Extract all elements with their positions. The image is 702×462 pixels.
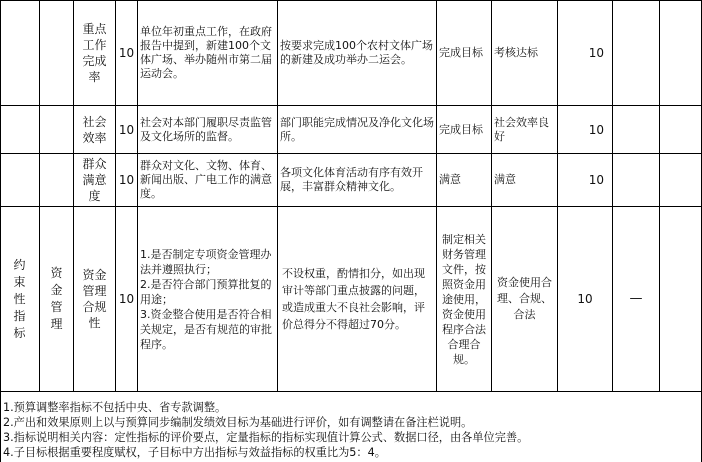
subindicator-cell xyxy=(74,106,116,154)
score-text: 10 xyxy=(577,292,593,306)
weight-cell xyxy=(116,106,138,154)
assessment-cell xyxy=(492,207,558,392)
description-cell xyxy=(138,154,278,207)
remark-cell xyxy=(613,207,660,392)
score-cell xyxy=(558,0,613,106)
assessment-cell xyxy=(492,0,558,106)
assessment-text: 满意 xyxy=(494,173,516,186)
note-line: 3.指标说明相关内容：定性指标的评价要点，定量指标的指标实现值计算公式、数据口径，由各单位完善。 xyxy=(3,431,529,444)
target-cell xyxy=(278,154,437,207)
standard-cell xyxy=(437,0,492,106)
subindicator-text: 资金管理合规性 xyxy=(82,268,107,330)
standard-text: 满意 xyxy=(439,173,461,186)
subindicator-cell xyxy=(74,207,116,392)
description-text: 单位年初重点工作，在政府报告中提到，新建100个文体广场、举办随州市第二届运动会。 xyxy=(140,24,272,80)
assessment-text: 社会效率良好 xyxy=(494,115,549,143)
remark-cell xyxy=(613,106,660,154)
group-cell-empty xyxy=(40,154,74,207)
description-cell xyxy=(138,0,278,106)
target-text: 按要求完成100个农村文体广场的新建及成功举办二运会。 xyxy=(280,38,433,66)
description-cell xyxy=(138,106,278,154)
assessment-cell xyxy=(492,154,558,207)
description-cell xyxy=(138,207,278,392)
target-cell xyxy=(278,207,437,392)
assessment-cell xyxy=(492,106,558,154)
standard-cell xyxy=(437,207,492,392)
category-text: 约束性指标 xyxy=(13,257,26,340)
standard-cell xyxy=(437,106,492,154)
extra-cell xyxy=(660,106,702,154)
score-cell xyxy=(558,154,613,207)
notes-block xyxy=(0,392,702,462)
subindicator-text: 社会效率 xyxy=(82,114,107,145)
subindicator-cell xyxy=(74,0,116,106)
group-text: 资金管理 xyxy=(50,266,63,331)
extra-cell xyxy=(660,154,702,207)
description-text: 1.是否制定专项资金管理办法并遵照执行； 2.是否符合部门预算批复的用途； 3.资金整合使用是否符合相关规定，是否有规范的审批程序。 xyxy=(140,247,272,351)
target-cell xyxy=(278,106,437,154)
score-cell xyxy=(558,106,613,154)
category-cell xyxy=(0,207,40,392)
subindicator-text: 重点工作完成率 xyxy=(82,21,107,84)
description-text: 社会对本部门履职尽责监管及文化场所的监督。 xyxy=(140,115,272,143)
remark-cell xyxy=(613,154,660,207)
note-line: 1.预算调整率指标不包括中央、省专款调整。 xyxy=(3,401,227,414)
group-cell-empty xyxy=(40,106,74,154)
weight-cell xyxy=(116,154,138,207)
category-cell-empty xyxy=(0,0,40,106)
score-text: 10 xyxy=(588,173,604,187)
remark-dash: — xyxy=(629,291,643,306)
target-text: 各项文化体育活动有序有效开展，丰富群众精神文化。 xyxy=(280,166,423,193)
weight-text: 10 xyxy=(118,45,135,60)
weight-cell xyxy=(116,0,138,106)
target-cell xyxy=(278,0,437,106)
score-text: 10 xyxy=(588,122,604,137)
weight-text: 10 xyxy=(118,292,135,306)
standard-text: 制定相关财务管理文件，按照资金用途使用，资金使用程序合法合理合规。 xyxy=(442,232,486,366)
note-line: 2.产出和效果原则上以与预算同步编制发绩效目标为基础进行评价，如有调整请在备注栏说明。 xyxy=(3,416,473,429)
weight-text: 10 xyxy=(118,122,135,137)
subindicator-text: 群众满意度 xyxy=(82,157,107,203)
extra-cell xyxy=(660,207,702,392)
group-cell-empty xyxy=(40,0,74,106)
category-cell-empty xyxy=(0,106,40,154)
assessment-text: 考核达标 xyxy=(494,45,538,59)
target-text: 部门职能完成情况及净化文化场所。 xyxy=(280,115,434,143)
standard-text: 完成目标 xyxy=(439,122,483,136)
description-text: 群众对文化、文物、体育、新闻出版、广电工作的满意度。 xyxy=(140,159,272,200)
subindicator-cell xyxy=(74,154,116,207)
standard-cell xyxy=(437,154,492,207)
score-cell xyxy=(558,207,613,392)
target-text: 不设权重，酌情扣分，如出现审计等部门重点披露的问题，或造成重大不良社会影响，评价总得分不得超过70分。 xyxy=(282,267,425,331)
category-cell-empty xyxy=(0,154,40,207)
weight-cell xyxy=(116,207,138,392)
standard-text: 完成目标 xyxy=(439,45,483,59)
weight-text: 10 xyxy=(118,173,135,187)
note-line: 4.子目标根据重要程度赋权，子目标中方出指标与效益指标的权重比为5：4。 xyxy=(3,446,386,459)
remark-cell xyxy=(613,0,660,106)
assessment-text: 资金使用合理、合规、合法 xyxy=(497,276,552,321)
score-text: 10 xyxy=(588,45,604,60)
extra-cell xyxy=(660,0,702,106)
group-cell xyxy=(40,207,74,392)
